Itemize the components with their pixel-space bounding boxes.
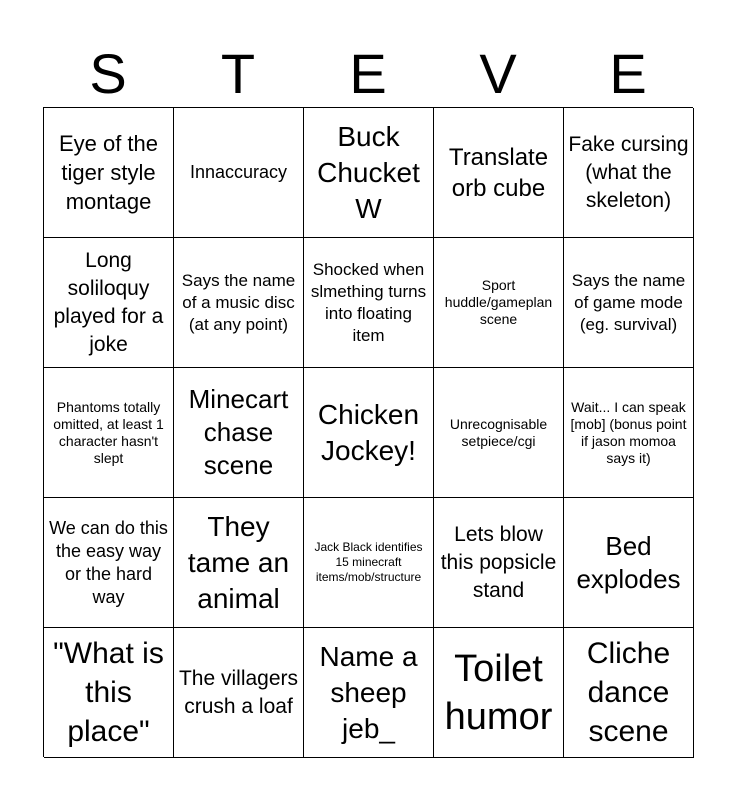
bingo-cell[interactable] xyxy=(44,108,174,238)
cell-text: Says the name of game mode (eg. survival) xyxy=(571,270,686,334)
header-letter-e: E xyxy=(349,42,387,105)
bingo-cell[interactable] xyxy=(564,238,694,368)
cell-text: Shocked when slmething turns into floating item xyxy=(310,259,427,345)
bingo-cell[interactable] xyxy=(44,368,174,498)
bingo-cell[interactable] xyxy=(304,628,434,758)
cell-text: Minecart chase scene xyxy=(188,384,289,480)
bingo-cell[interactable] xyxy=(304,498,434,628)
cell-text: Translate orb cube xyxy=(448,143,549,202)
bingo-cell[interactable] xyxy=(174,368,304,498)
bingo-cell[interactable] xyxy=(304,238,434,368)
cell-text: They tame an animal xyxy=(187,510,290,614)
header-letter-t: T xyxy=(220,42,256,105)
bingo-header xyxy=(43,40,693,108)
bingo-cell[interactable] xyxy=(564,498,694,628)
bingo-cell[interactable] xyxy=(44,628,174,758)
bingo-cell[interactable] xyxy=(304,108,434,238)
bingo-cell[interactable] xyxy=(434,108,564,238)
cell-text: Bed explodes xyxy=(576,530,681,594)
cell-text: Phantoms totally omitted, at least 1 character hasn't slept xyxy=(53,398,164,466)
cell-text: Says the name of a music disc (at any point) xyxy=(181,270,296,334)
cell-text: Chicken Jockey! xyxy=(317,398,420,466)
bingo-cell[interactable] xyxy=(304,368,434,498)
cell-text: "What is this place" xyxy=(53,637,164,748)
bingo-cell[interactable] xyxy=(564,368,694,498)
header-letter-e2: E xyxy=(609,42,647,105)
cell-text: Sport huddle/gameplan scene xyxy=(444,277,553,327)
cell-text: Fake cursing (what the skeleton) xyxy=(568,132,689,212)
bingo-cell[interactable] xyxy=(44,498,174,628)
bingo-cell[interactable] xyxy=(564,628,694,758)
cell-text: Lets blow this popsicle stand xyxy=(440,522,557,602)
header-letter-v: V xyxy=(479,42,517,105)
cell-text: Buck Chucket W xyxy=(317,120,420,224)
cell-text: Long soliloquy played for a joke xyxy=(53,248,164,356)
bingo-cell[interactable] xyxy=(434,498,564,628)
cell-text: Toilet humor xyxy=(444,647,553,738)
bingo-cell[interactable] xyxy=(434,368,564,498)
bingo-cell[interactable] xyxy=(174,628,304,758)
bingo-cell[interactable] xyxy=(174,238,304,368)
cell-text: Eye of the tiger style montage xyxy=(58,131,159,214)
header-letter-s: S xyxy=(89,42,127,105)
bingo-cell[interactable] xyxy=(44,238,174,368)
cell-text: Unrecognisable setpiece/cgi xyxy=(449,415,548,449)
cell-text: Innaccuracy xyxy=(189,162,288,182)
cell-text: Wait... I can speak [mob] (bonus point if jason momoa says it) xyxy=(570,398,687,466)
cell-text: The villagers crush a loaf xyxy=(178,666,299,718)
cell-text: Name a sheep jeb_ xyxy=(319,640,418,744)
bingo-board xyxy=(43,107,693,757)
cell-text: Jack Black identifies 15 minecraft items/mob/structure xyxy=(314,540,423,584)
bingo-cell[interactable] xyxy=(564,108,694,238)
bingo-cell[interactable] xyxy=(434,238,564,368)
bingo-cell[interactable] xyxy=(434,628,564,758)
cell-text: Cliche dance scene xyxy=(586,637,671,748)
cell-text: We can do this the easy way or the hard way xyxy=(49,517,168,607)
bingo-cell[interactable] xyxy=(174,108,304,238)
bingo-cell[interactable] xyxy=(174,498,304,628)
